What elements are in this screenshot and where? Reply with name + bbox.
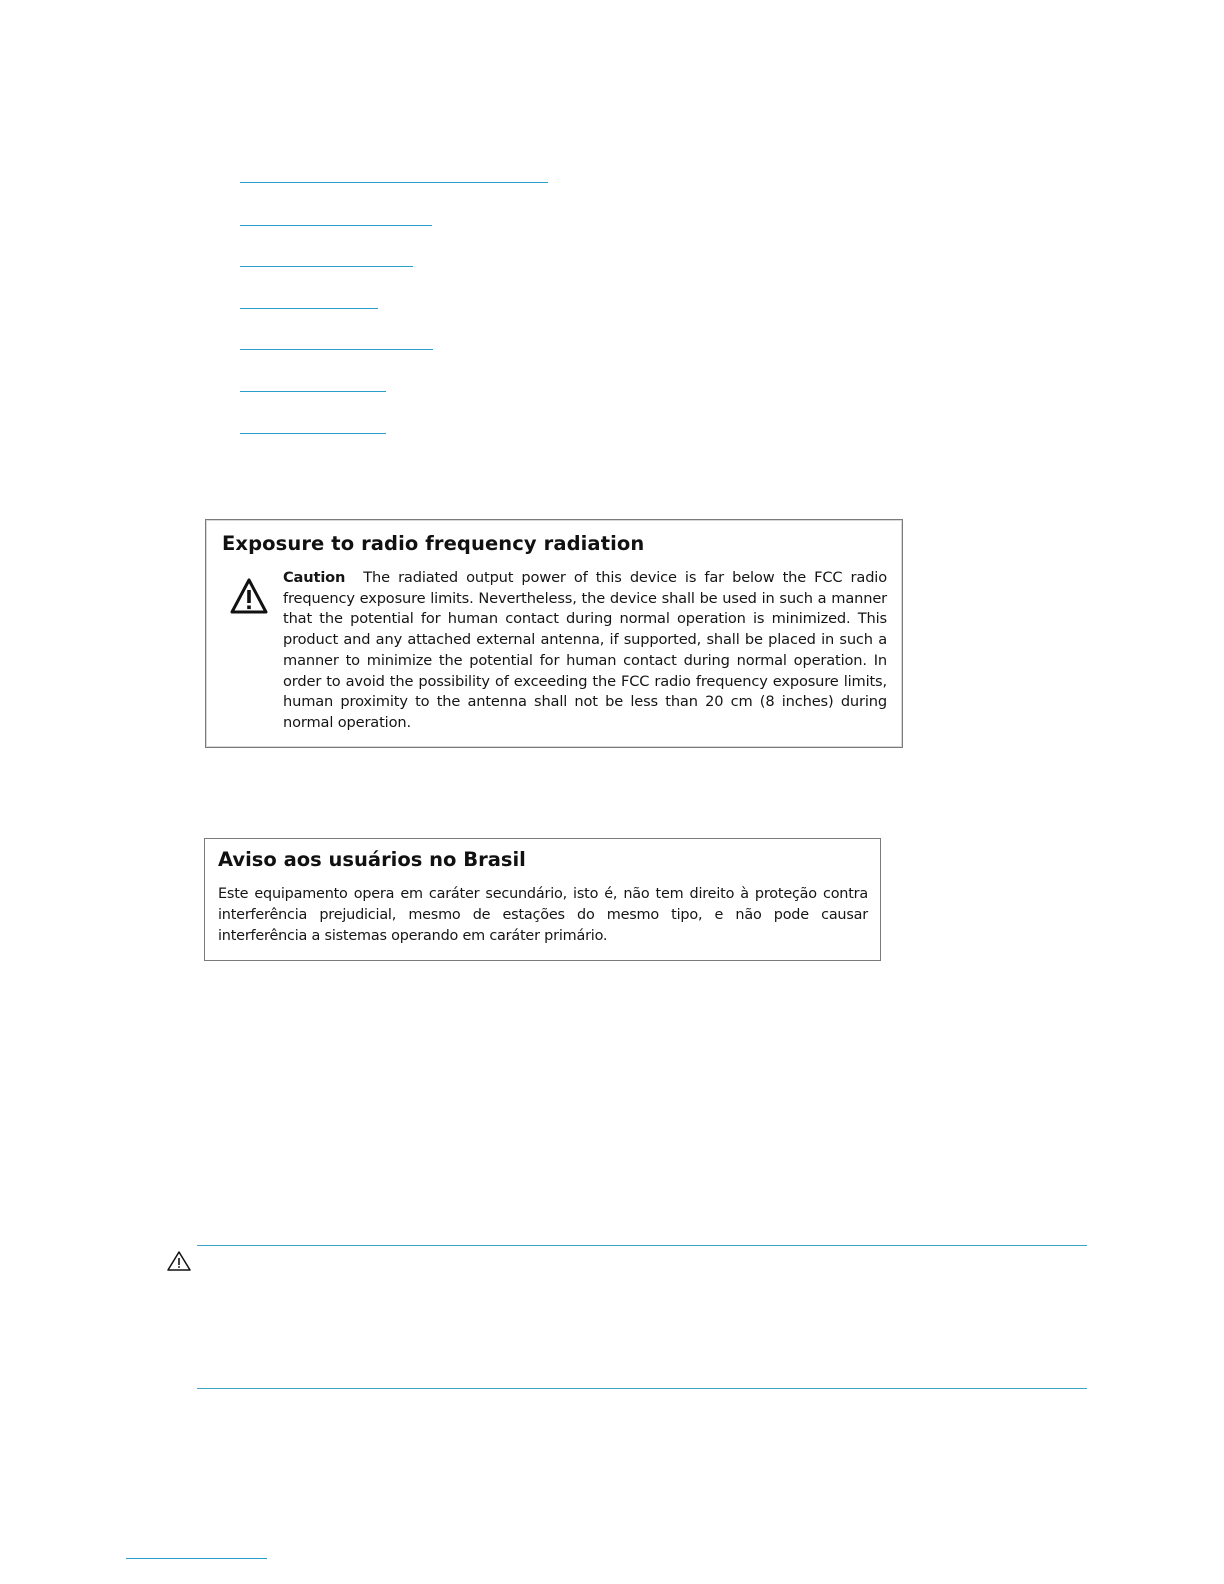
link-underline-1[interactable] bbox=[240, 182, 548, 183]
link-underline-4[interactable] bbox=[240, 308, 378, 309]
caution-label: Caution bbox=[283, 569, 346, 586]
warning-triangle-icon bbox=[166, 1250, 192, 1272]
link-underline-3[interactable] bbox=[240, 266, 413, 267]
rf-exposure-body bbox=[283, 568, 887, 734]
link-underline-5[interactable] bbox=[240, 349, 433, 350]
link-underline-2[interactable] bbox=[240, 225, 432, 226]
rf-exposure-title: Exposure to radio frequency radiation bbox=[222, 532, 645, 555]
link-underline-7[interactable] bbox=[240, 433, 386, 434]
brazil-notice-title: Aviso aos usuários no Brasil bbox=[218, 848, 526, 871]
warning-top-rule bbox=[197, 1245, 1087, 1246]
brazil-notice bbox=[204, 838, 881, 961]
footer-link-underline[interactable] bbox=[126, 1558, 267, 1559]
caution-text: The radiated output power of this device is far below the FCC radio frequency exposure limits. Nevertheless, the device shall be used in such a manner that the potential for human contact during normal operation is minimized. This product and any attached external antenna, if supported, shall be placed in such a manner to minimize the potential for human contact during normal operation. In order to avoid the possibility of exceeding the FCC radio frequency exposure limits, human proximity to the antenna shall not be less than 20 cm (8 inches) during normal operation. bbox=[283, 569, 887, 731]
warning-triangle-icon bbox=[229, 577, 269, 615]
brazil-notice-body: Este equipamento opera em caráter secundário, isto é, não tem direito à proteção contra interferência prejudicial, mesmo de estações do mesmo tipo, e não pode causar interferência a sistemas operando em caráter primário. bbox=[218, 886, 868, 944]
warning-bottom-rule bbox=[197, 1388, 1087, 1389]
rf-exposure-notice bbox=[205, 519, 903, 748]
link-underline-6[interactable] bbox=[240, 391, 386, 392]
